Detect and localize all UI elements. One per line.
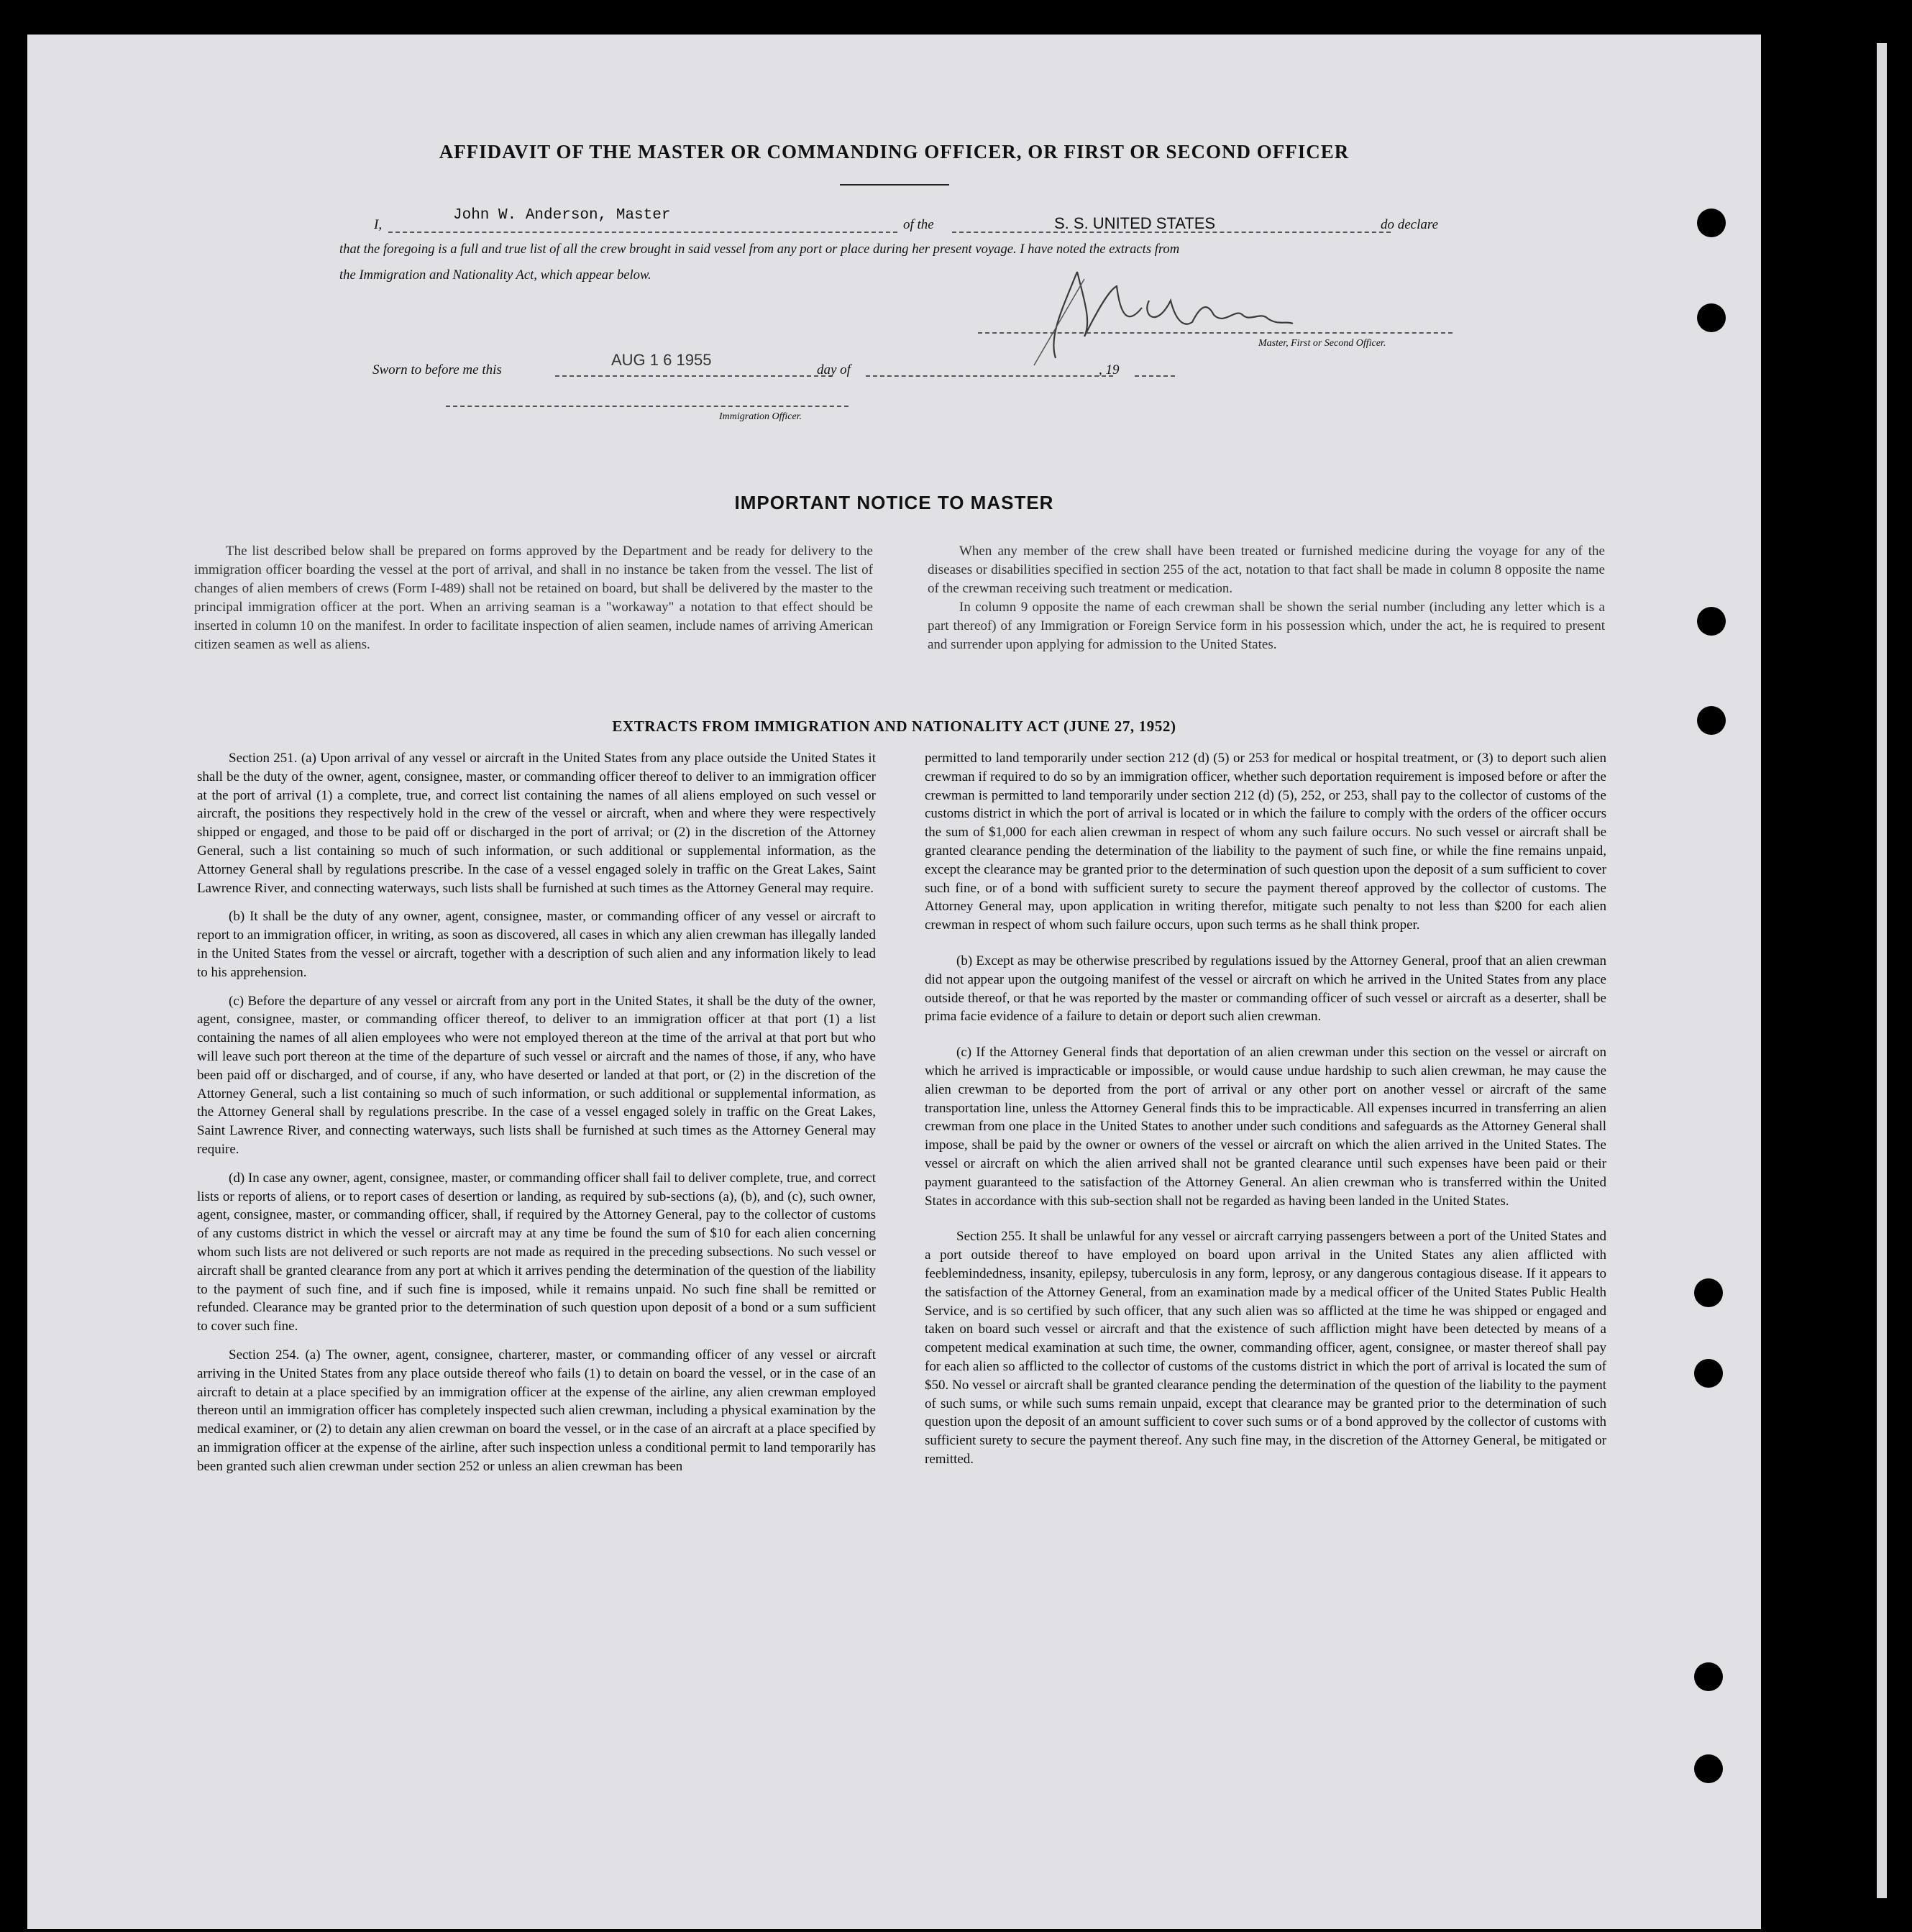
of-the-label: of the <box>903 217 934 232</box>
day-of-label: day of <box>817 362 851 377</box>
year-prefix: , 19 <box>1099 362 1120 377</box>
intro-i: I, <box>374 217 383 232</box>
master-name: John W. Anderson, Master <box>453 207 671 224</box>
section-paragraph: (c) If the Attorney General finds that deportation of an alien crewman under this section on the vessel or aircraft on which he arrived is impracticable or impossible, or would cause undue hardship to such alien crewman, he may cause the alien crewman to be deported from the port of arrival or any other port on another vessel or aircraft of the same transportation line, unless the Attorney General finds this to be impracticable. All expenses incurred in transferring an alien crewman from one place in the United States to another under such conditions and safeguards as the Attorney General shall impose, shall be paid by the owner or owners of the vessel or aircraft on which the alien arrived in the United States. The vessel or aircraft on which the alien arrived shall not be granted clearance until such expenses have been paid or their payment guaranteed to the satisfaction of the Attorney General. An alien crewman who is transferred within the United States in accordance with this sub-section shall not be regarded as having been landed in the United States. <box>925 1045 1606 1209</box>
officer-caption: Immigration Officer. <box>719 411 802 422</box>
declaration-line-1: that the foregoing is a full and true list of all the crew brought in said vessel from any port or place during her present voyage. I have noted the extracts from <box>339 242 1180 257</box>
month-line <box>866 375 1113 377</box>
section-paragraph: (b) It shall be the duty of any owner, agent, consignee, master, or commanding officer of any vessel or aircraft to report to an immigration officer, in writing, as soon as discovered, all cases in which any alien crewman has illegally landed in the United States from the vessel or aircraft, together with a description of such alien and any information likely to lead to his apprehension. <box>197 909 876 980</box>
do-declare-label: do declare <box>1381 217 1439 232</box>
punch-hole <box>1694 1359 1723 1388</box>
punch-hole <box>1697 209 1726 237</box>
affidavit-title: AFFIDAVIT OF THE MASTER OR COMMANDING OFFICER, OR FIRST OR SECOND OFFICER <box>439 141 1350 162</box>
section-paragraph: Section 254. (a) The owner, agent, consignee, charterer, master, or commanding officer of any vessel or aircraft arriving in the United States from any place outside thereof who fails (1) to detain on board the vessel, or in the case of an aircraft to detain at a place specified by an immigration officer at the expense of the airline, any alien crewman employed thereon until an immigration officer has completely inspected such alien crewman, including a physical examination by the medical examiner, or (2) to detain any alien crewman on board the vessel, or in the case of an aircraft at a place specified by an immigration officer at the expense of the airline, after such inspection unless a conditional permit to land temporarily has been granted such alien crewman under section 252 or unless an alien crewman has been <box>197 1347 876 1474</box>
notice-left-column <box>194 542 873 654</box>
section-paragraph: Section 251. (a) Upon arrival of any vessel or aircraft in the United States from any place outside the United States it shall be the duty of the owner, agent, consignee, master, or commanding officer thereof to deliver to an immigration officer at the port of arrival (1) a complete, true, and correct list containing the names of all aliens employed on such vessel or aircraft, the positions they respectively hold in the crew of the vessel or aircraft, when and where they were respectively shipped or engaged, and those to be paid off or discharged in the port of arrival; or (2) in the discretion of the Attorney General, such a list containing so much of such information, or such additional or supplemental information, as the Attorney General shall by regulations prescribe. In the case of a vessel engaged solely in traffic on the Great Lakes, Saint Lawrence River, and connecting waterways, such lists shall be furnished at such times as the Attorney General may require. <box>197 751 876 896</box>
sworn-day-line <box>555 375 833 377</box>
master-signature <box>976 257 1379 372</box>
notice-paragraph: When any member of the crew shall have been treated or furnished medicine during the voyage for any of the diseases or disabilities specified in section 255 of the act, notation to that fact shall be made in column 8 opposite the name of the crewman receiving such treatment or medication. <box>928 544 1605 596</box>
sworn-label: Sworn to before me this <box>372 362 502 377</box>
section-paragraph: permitted to land temporarily under section 212 (d) (5) or 253 for medical or hospital treatment, or (3) to deport such alien crewman if required to do so by an immigration officer, whether such deportation requirement is imposed before or after the crewman is permitted to land temporarily under section 212 (d) (5), 252, or 253, shall pay to the collector of customs of the customs district in which the port of arrival is located or in which the failure to comply with the orders of the officer occurs the sum of $1,000 for each alien crewman in respect of whom any such failure occurs. No such vessel or aircraft shall be granted clearance pending the determination of the liability to the payment of such fine, or while the fine remains unpaid, except the clearance may be granted prior to the determination of such question upon the deposit of a sum sufficient to cover such fine, or of a bond with sufficient surety to secure the payment thereof approved by the collector of customs. The Attorney General may, upon application in writing therefor, mitigate such penalty to not less than $200 for each alien crewman in respect of whom such failure occurs, upon such terms as he shall think proper. <box>925 751 1606 933</box>
extracts-left-column <box>197 749 876 1485</box>
notice-paragraph: The list described below shall be prepared on forms approved by the Department and be ready for delivery to the immigration officer boarding the vessel at the port of arrival, and shall in no instance be taken from the vessel. The list of changes of alien members of crews (Form I-489) shall not be retained on board, but shall be delivered by the master to the principal immigration officer at the port. When an arriving seaman is a "workaway" a notation to that effect should be inserted in column 10 on the manifest. In order to facilitate inspection of alien seamen, include names of arriving American citizen seamen as well as aliens. <box>194 544 873 652</box>
officer-signature-line <box>446 406 848 407</box>
document-page <box>27 35 1761 1929</box>
section-paragraph: (c) Before the departure of any vessel or aircraft from any port in the United States, it shall be the duty of the owner, agent, consignee, master, or commanding officer thereof, to deliver to an immigration officer at that port (1) a list containing the names of all alien employees who were not employed thereon at the time of the arrival at that port but who will leave such port thereon at the time of the departure of such vessel or aircraft and the names of those, if any, who have been paid off or discharged, and of course, if any, who have deserted or landed at that port, or (2) in the discretion of the Attorney General, such a list containing so much of such information, or such additional or supplemental information, as the Attorney General shall by regulations prescribe. In the case of a vessel engaged solely in traffic on the Great Lakes, Saint Lawrence River, and connecting waterways, such lists shall be furnished at such times as the Attorney General may require. <box>197 993 876 1157</box>
sworn-date-stamp: AUG 1 6 1955 <box>611 351 712 369</box>
declaration-line-2: the Immigration and Nationality Act, which appear below. <box>339 267 651 283</box>
vessel-name: S. S. UNITED STATES <box>1054 214 1216 232</box>
name-field-line <box>388 232 897 233</box>
notice-paragraph: In column 9 opposite the name of each crewman shall be shown the serial number (including any letter which is a part thereof) of any Immigration or Foreign Service form in his possession which, under the act, he is required to present and surrender upon applying for admission to the United States. <box>928 600 1605 652</box>
punch-hole <box>1697 303 1726 332</box>
extracts-title: EXTRACTS FROM IMMIGRATION AND NATIONALITY ACT (JUNE 27, 1952) <box>612 718 1176 735</box>
punch-hole <box>1694 1278 1723 1307</box>
section-paragraph: (d) In case any owner, agent, consignee, master, or commanding officer shall fail to deliver complete, true, and correct lists or reports of aliens, or to report cases of desertion or landing, as required by sub-sections (a), (b), and (c), such owner, agent, consignee, master, or commanding officer, shall, if required by the Attorney General, pay to the collector of customs of any customs district in which the vessel or aircraft may at any time be found the sum of $10 for each alien concerning whom such lists are not delivered or such reports are not made as required in the preceding subsections. No such vessel or aircraft shall be granted clearance from any port at which it arrives pending the determination of the question of the liability to the payment of such fine, and if such fine is imposed, while it remains unpaid. No such fine shall be remitted or refunded. Clearance may be granted prior to the determination of such question upon deposit of a bond or a sum sufficient to cover such fine. <box>197 1170 876 1334</box>
notice-title: IMPORTANT NOTICE TO MASTER <box>734 492 1054 513</box>
signature-line <box>978 332 1453 334</box>
section-paragraph: (b) Except as may be otherwise prescribed by regulations issued by the Attorney General, proof that an alien crewman did not appear upon the outgoing manifest of the vessel or aircraft on which he arrived in the United States from any place outside thereof, or that he was reported by the master or commanding officer of such vessel or aircraft as a deserter, shall be prima facie evidence of a failure to detain or deport such alien crewman. <box>925 953 1606 1025</box>
year-line <box>1135 375 1175 377</box>
notice-right-column <box>928 542 1605 654</box>
title-underline <box>840 184 949 186</box>
punch-hole <box>1694 1662 1723 1691</box>
signature-caption: Master, First or Second Officer. <box>1258 338 1386 349</box>
section-paragraph: Section 255. It shall be unlawful for any vessel or aircraft carrying passengers between a port of the United States and a port outside thereof to have employed on board upon arrival in the United States any alien afflicted with feeblemindedness, insanity, epilepsy, tuberculosis in any form, leprosy, or any dangerous contagious disease. If it appears to the satisfaction of the Attorney General, from an examination made by a medical officer of the United States Public Health Service, and is so certified by such officer, that any such alien was so afflicted at the time he was shipped or engaged and taken on board such vessel or aircraft and that the existence of such affliction might have been detected by means of a competent medical examination at such time, the owner, commanding officer, agent, consignee, or master thereof shall pay for each alien so afflicted to the collector of customs of the customs district in which the port of arrival is located the sum of $50. No vessel or aircraft shall be granted clearance pending the determination of the question of the liability to the payment of such sums, or while such sums remain unpaid, except that clearance may be granted prior to the determination of such question upon the deposit of an amount sufficient to cover such sums or of a bond approved by the collector of customs with sufficient surety to secure the payment thereof. Any such fine may, in the discretion of the Attorney General, be mitigated or remitted. <box>925 1229 1606 1467</box>
extracts-right-column <box>925 749 1606 1479</box>
punch-hole <box>1694 1754 1723 1783</box>
adjacent-page-edge <box>1877 43 1887 1898</box>
punch-hole <box>1697 607 1726 636</box>
punch-hole <box>1697 706 1726 735</box>
